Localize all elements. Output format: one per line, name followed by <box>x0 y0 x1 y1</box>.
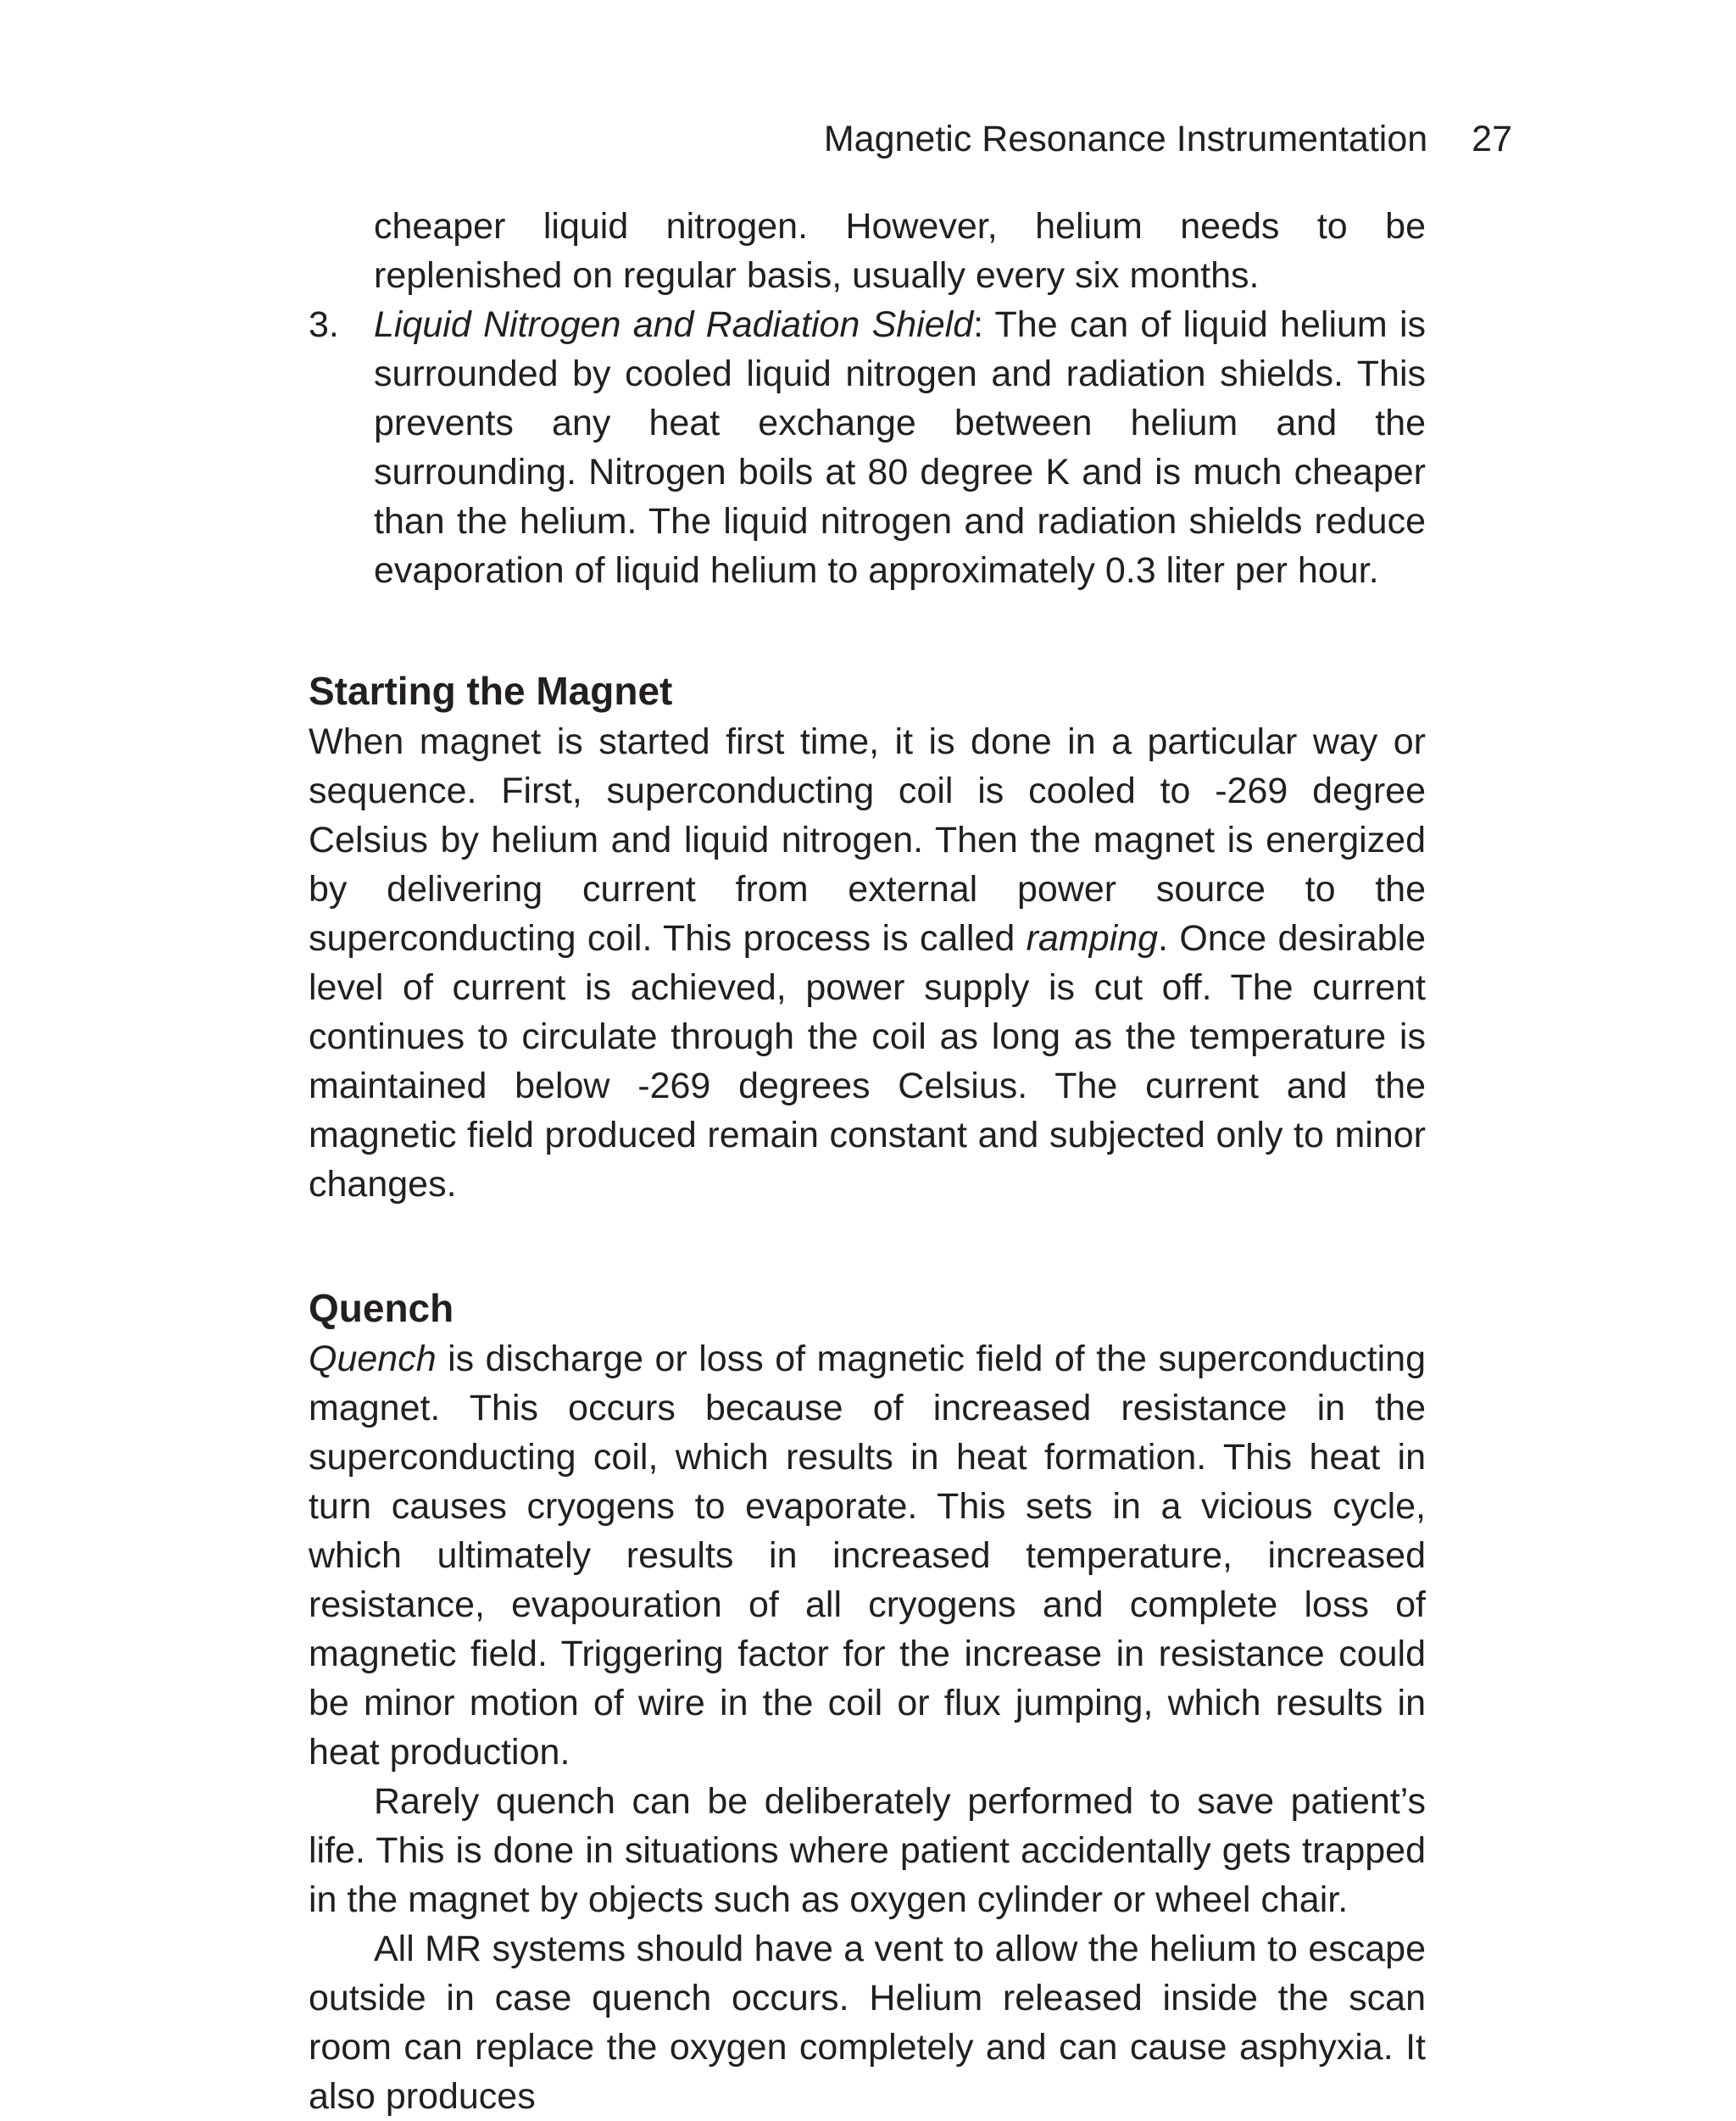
page-number: 27 <box>1472 119 1512 159</box>
running-head <box>824 114 1512 164</box>
quench-paragraph-3: All MR systems should have a vent to allow the helium to escape outside in case quench occurs. Helium released inside the scan room can replace the oxygen completely and can cause asphyxia. It also produces <box>309 1929 1426 2117</box>
list-item-number: 3. <box>309 304 339 345</box>
page-content <box>309 202 1426 2121</box>
starting-text-after: . Once desirable level of current is achieved, power supply is cut off. The current continues to circulate through the coil as long as the temperature is maintained below -269 degrees Celsius. The current and the magnetic field produced remain constant and subjected only to minor changes. <box>309 918 1426 1205</box>
running-head-title: Magnetic Resonance Instrumentation <box>823 119 1428 159</box>
list-item-text: : The can of liquid helium is surrounded by cooled liquid nitrogen and radiation shields. This prevents any heat exchange between helium and the surrounding. Nitrogen boils at 80 degree K and is much cheaper than the helium. The liquid nitrogen and radiation shields reduce evaporation of liquid helium to approximately 0.3 liter per hour. <box>374 304 1426 591</box>
quench-paragraph-2: Rarely quench can be deliberately performed to save patient’s life. This is done in situations where patient accidentally gets trapped in the magnet by objects such as oxygen cylinder or wheel chair. <box>309 1781 1426 1920</box>
ramping-term: ramping <box>1026 918 1159 959</box>
quench-paragraph-1 <box>309 1334 1426 1777</box>
starting-text-before: When magnet is started first time, it is done in a particular way or sequence. First, superconducting coil is cooled to -269 degree Celsius by helium and liquid nitrogen. Then the magnet is energized by delivering current from external power source to the superconducting coil. This process is called <box>309 721 1426 959</box>
section-heading-starting-magnet: Starting the Magnet <box>309 669 673 713</box>
continued-list-text: cheaper liquid nitrogen. However, helium needs to be replenished on regular basis, usually every six months. <box>374 206 1426 296</box>
list-item-3 <box>309 300 1426 595</box>
quench-term: Quench <box>309 1339 437 1379</box>
section-heading-quench: Quench <box>309 1286 454 1330</box>
list-item-term: Liquid Nitrogen and Radiation Shield <box>374 304 974 345</box>
starting-magnet-paragraph <box>309 717 1426 1209</box>
quench-para1-text: is discharge or loss of magnetic field of the superconducting magnet. This occurs because of increased resistance in the superconducting coil, which results in heat formation. This heat in turn causes cryogens to evaporate. This sets in a vicious cycle, which ultimately results in increased temperature, increased resistance, evapouration of all cryogens and complete loss of magnetic field. Triggering factor for the increase in resistance could be minor motion of wire in the coil or flux jumping, which results in heat production. <box>309 1339 1426 1773</box>
